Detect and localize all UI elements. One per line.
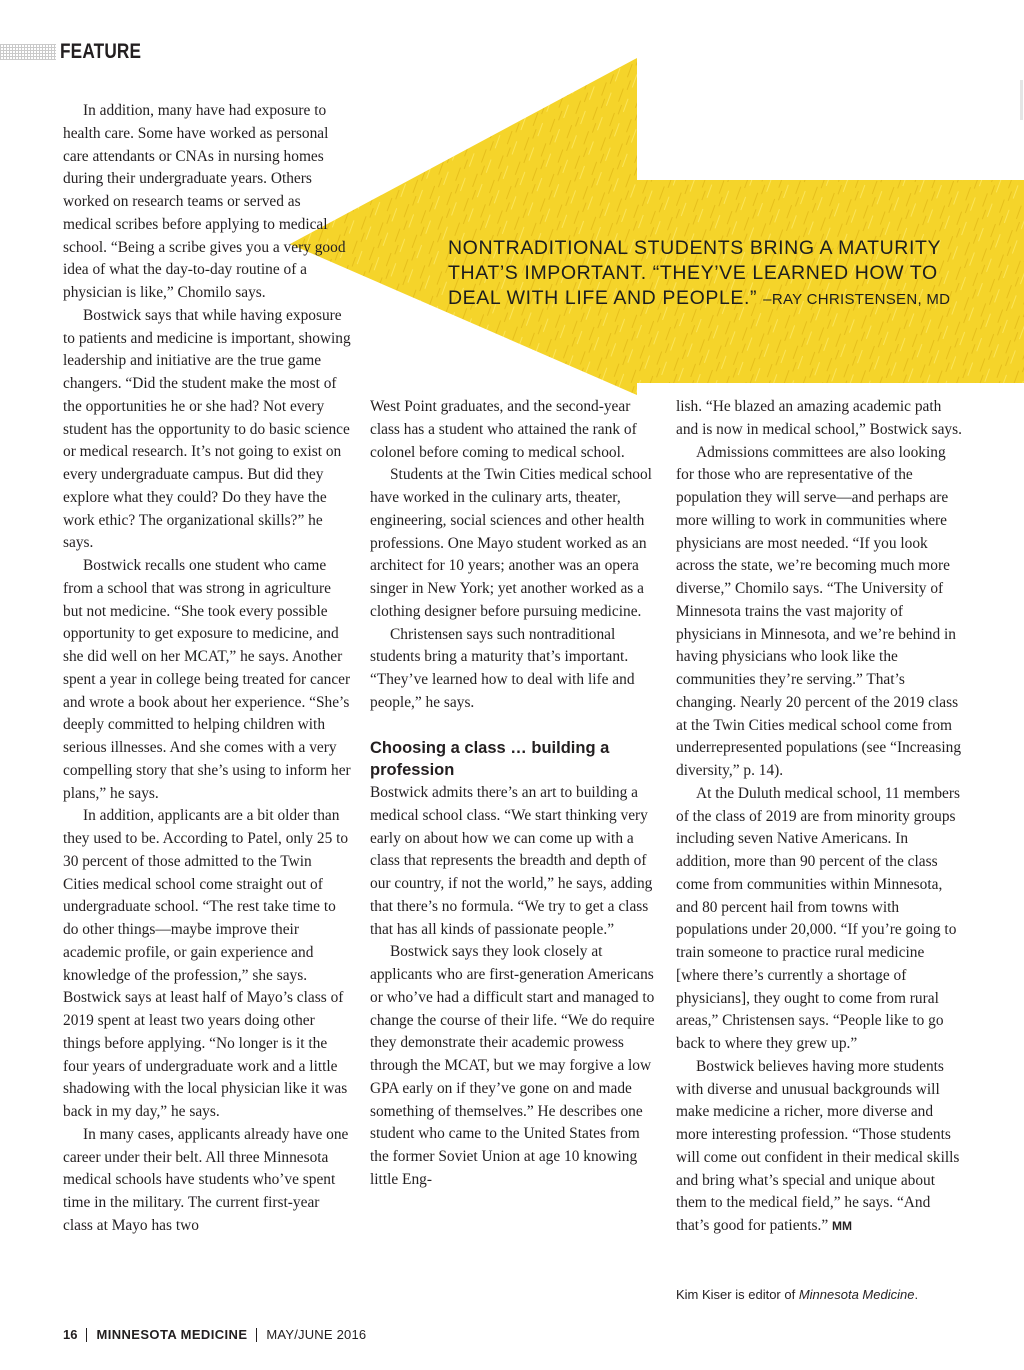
page-footer bbox=[63, 1327, 366, 1342]
paragraph: Students at the Twin Cities medical school have worked in the culinary arts, theater, engineering, social sciences and other health professions. One Mayo student worked as an architect for 10 years; another was an opera singer in New York; yet another worked as a clothing designer before pursuing medicine. bbox=[370, 466, 652, 620]
pullquote bbox=[448, 236, 968, 312]
paragraph: At the Duluth medical school, 11 members of the class of 2019 are from minority groups including seven Native Americans. In addition, more than 90 percent of the class come from communities within Minnesota, and 80 percent hail from towns with populations under 20,000. “If you’re going to train someone to practice rural medicine [where there’s currently a shortage of physicians], they ought to come from rural areas,” Christensen says. “People like to go back to where they grew up.” bbox=[676, 784, 961, 1052]
pullquote-text: NONTRADITIONAL STUDENTS BRING A MATURITY THAT’S IMPORTANT. “THEY’VE LEARNED HOW TO DEAL WITH LIFE AND PEOPLE.” bbox=[448, 237, 941, 309]
page-number: 16 bbox=[63, 1327, 78, 1342]
editor-note-suffix: . bbox=[914, 1287, 919, 1302]
paragraph: lish. “He blazed an amazing academic path and is now in medical school,” Bostwick says. bbox=[676, 398, 962, 438]
paragraph: In addition, applicants are a bit older than they used to be. According to Patel, only 25 to 30 percent of those admitted to the Twin Cities medical school come straight out of undergraduate school. “The rest take time to do other things—maybe improve their academic profile, or gain experience and knowledge of the profession,” she says. Bostwick says at least half of Mayo’s class of 2019 spent at least two years doing other things before applying. “No longer is it the four years of undergraduate work and a little shadowing with the local physician like it was back in my day,” he says. bbox=[63, 807, 349, 1120]
section-subhead: Choosing a class … building a profession bbox=[370, 738, 610, 780]
paragraph: Bostwick says they look closely at applicants who are first-generation Americans or who’ve had a difficult start and managed to change the course of their life. “We do require they demonstrate their academic prowess through the MCAT, but we may forgive a low GPA early on if they’ve gone on and made something of themselves.” He describes one student who came to the United States from the former Soviet Union at age 10 knowing little Eng- bbox=[370, 943, 655, 1188]
yellow-arrow bbox=[290, 58, 1024, 395]
paragraph: Bostwick says that while having exposure to patients and medicine is important, showing leadership and initiative are the true game changers. “Did the student make the most of the opportunities he or she had? Not every student has the opportunity to do basic science or medical research. It’s not going to exist on every undergraduate campus. But did they explore what they could? Do they have the work ethic? The organizational skills?” he says. bbox=[63, 306, 351, 552]
column-2 bbox=[370, 396, 660, 1192]
paragraph: In many cases, applicants already have one career under their belt. All three Minnesota medical schools have students who’ve spent time in the military. The current first-year class at Mayo has two bbox=[63, 1125, 349, 1234]
paragraph: West Point graduates, and the second-year class has a student who attained the rank of colonel before coming to medical school. bbox=[370, 398, 637, 461]
paragraph-final bbox=[676, 1056, 966, 1238]
editor-note-publication: Minnesota Medicine bbox=[798, 1287, 915, 1302]
paragraph: Bostwick admits there’s an art to building a medical school class. “We start thinking very early on about how we can come up with a class that represents the breadth and depth of our country, if not the world,” he says, adding that there’s no formula. “We try to get a class that has all kinds of passionate people.” bbox=[370, 784, 653, 938]
section-label: FEATURE bbox=[60, 40, 142, 63]
end-mark: MM bbox=[832, 1219, 853, 1233]
publication-name: MINNESOTA MEDICINE bbox=[96, 1327, 248, 1342]
pullquote-attribution: –RAY CHRISTENSEN, MD bbox=[763, 291, 951, 308]
footer-divider bbox=[256, 1328, 257, 1342]
paragraph-final-text: Bostwick believes having more students with diverse and unusual backgrounds will make medicine a richer, more diverse and more interesting profession. “Those students will come out confident in their medical skills and bring what’s special and unique about them to the medical field,” he says. “And that’s good for patients.” bbox=[676, 1057, 960, 1234]
editor-note bbox=[676, 1287, 918, 1302]
paragraph: Bostwick recalls one student who came from a school that was strong in agriculture but not medicine. “She took every possible opportunity to get exposure to medicine, and she did well on her MCAT,” he says. Another spent a year in college being treated for cancer and wrote a book about her experience. “She’s deeply committed to helping children with serious illnesses. And she comes with a very compelling story that she’s using to inform her plans,” he says. bbox=[63, 557, 351, 802]
editor-note-prefix: Kim Kiser is editor of bbox=[676, 1287, 799, 1302]
issue-date: MAY/JUNE 2016 bbox=[266, 1327, 367, 1342]
paragraph: Admissions committees are also looking for those who are representative of the population they will serve—and perhaps are more willing to work in communities where physicians are most needed. “If you look across the state, we’re becoming much more diverse,” Chomilo says. “The University of Minnesota trains the vast majority of physicians in Minnesota, and we’re behind in having physicians who look like the communities they’re serving.” That’s changing. Nearly 20 percent of the 2019 class at the Twin Cities medical school come from underrepresented populations (see “Increasing diversity,” p. 14). bbox=[676, 443, 962, 779]
paragraph: In addition, many have had exposure to health care. Some have worked as personal care attendants or CNAs in nursing homes during their undergraduate years. Others worked on research teams or served as medical scribes before applying to medical school. “Being a scribe gives you a very good idea of what the day-to-day routine of a physician is like,” Chomilo says. bbox=[63, 102, 346, 301]
column-1 bbox=[63, 100, 351, 1238]
column-3 bbox=[676, 396, 966, 1238]
paragraph: Christensen says such nontraditional students bring a maturity that’s important. “They’ve learned how to deal with life and people,” he says. bbox=[370, 625, 635, 711]
footer-divider bbox=[86, 1328, 87, 1342]
